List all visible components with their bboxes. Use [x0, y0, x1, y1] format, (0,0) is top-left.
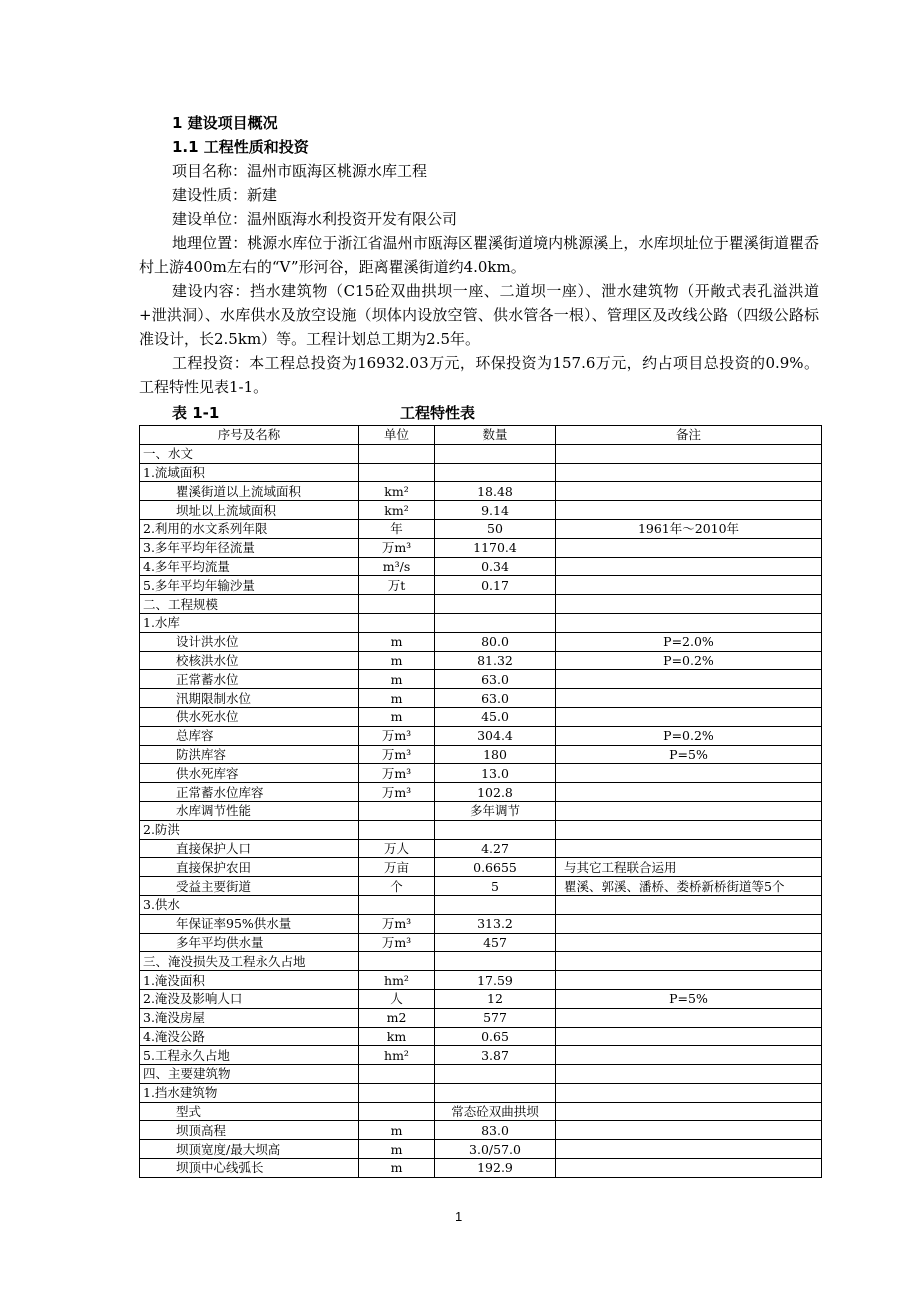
cell-unit: m — [359, 651, 435, 670]
cell-name: 汛期限制水位 — [140, 689, 359, 708]
cell-unit: 万t — [359, 576, 435, 595]
cell-name: 防洪库容 — [140, 745, 359, 764]
cell-note — [556, 595, 822, 614]
cell-unit: m — [359, 707, 435, 726]
cell-name: 供水死水位 — [140, 707, 359, 726]
cell-name: 年保证率95%供水量 — [140, 914, 359, 933]
cell-qty: 304.4 — [435, 726, 556, 745]
cell-note — [556, 820, 822, 839]
cell-unit: hm² — [359, 1046, 435, 1065]
cell-qty: 17.59 — [435, 971, 556, 990]
cell-unit: 万m³ — [359, 745, 435, 764]
cell-name: 2.防洪 — [140, 820, 359, 839]
cell-note — [556, 914, 822, 933]
cell-name: 坝顶中心线弧长 — [140, 1159, 359, 1178]
cell-name: 一、水文 — [140, 444, 359, 463]
table-row — [140, 1140, 822, 1159]
table-row — [140, 914, 822, 933]
table-row — [140, 989, 822, 1008]
table-row — [140, 933, 822, 952]
cell-qty: 18.48 — [435, 482, 556, 501]
table-row — [140, 632, 822, 651]
cell-note: 1961年～2010年 — [556, 519, 822, 538]
cell-qty: 63.0 — [435, 689, 556, 708]
table-row — [140, 1083, 822, 1102]
cell-unit: hm² — [359, 971, 435, 990]
section-heading: 1 建设项目概况 — [172, 114, 278, 132]
cell-name: 二、工程规模 — [140, 595, 359, 614]
engineering-spec-table — [139, 425, 822, 1178]
cell-note: 与其它工程联合运用 — [556, 858, 822, 877]
paragraph-investment: 工程投资：本工程总投资为16932.03万元，环保投资为157.6万元，约占项目总投资的0.9%。工程特性见表1-1。 — [139, 354, 819, 396]
paragraph-project-name: 项目名称：温州市瓯海区桃源水库工程 — [172, 162, 428, 180]
cell-qty: 5 — [435, 877, 556, 896]
cell-qty — [435, 820, 556, 839]
cell-name: 水库调节性能 — [140, 801, 359, 820]
cell-qty: 多年调节 — [435, 801, 556, 820]
cell-qty: 9.14 — [435, 501, 556, 520]
cell-qty: 0.34 — [435, 557, 556, 576]
cell-unit: 万m³ — [359, 783, 435, 802]
cell-qty: 180 — [435, 745, 556, 764]
cell-qty — [435, 952, 556, 971]
cell-unit: 万m³ — [359, 933, 435, 952]
cell-name: 2.利用的水文系列年限 — [140, 519, 359, 538]
table-row — [140, 670, 822, 689]
cell-name: 3.供水 — [140, 895, 359, 914]
cell-qty: 457 — [435, 933, 556, 952]
cell-unit — [359, 1065, 435, 1084]
table-row — [140, 764, 822, 783]
cell-name: 5.多年平均年输沙量 — [140, 576, 359, 595]
cell-unit: m — [359, 689, 435, 708]
table-row — [140, 538, 822, 557]
paragraph-content: 建设内容：挡水建筑物（C15砼双曲拱坝一座、二道坝一座）、泄水建筑物（开敞式表孔溢洪道+泄洪洞）、水库供水及放空设施（坝体内设放空管、供水管各一根）、管理区及改线公路（四级公路标准设计，长2.5km）等。工程计划总工期为2.5年。 — [139, 282, 819, 348]
cell-name: 1.挡水建筑物 — [140, 1083, 359, 1102]
cell-name: 设计洪水位 — [140, 632, 359, 651]
cell-note — [556, 689, 822, 708]
cell-unit: km — [359, 1027, 435, 1046]
table-row — [140, 1008, 822, 1027]
cell-name: 4.淹没公路 — [140, 1027, 359, 1046]
cell-unit — [359, 595, 435, 614]
cell-note — [556, 482, 822, 501]
table-row — [140, 858, 822, 877]
cell-name: 供水死库容 — [140, 764, 359, 783]
cell-name: 3.淹没房屋 — [140, 1008, 359, 1027]
cell-qty: 63.0 — [435, 670, 556, 689]
cell-name: 4.多年平均流量 — [140, 557, 359, 576]
table-row — [140, 801, 822, 820]
cell-unit: 年 — [359, 519, 435, 538]
table-row — [140, 820, 822, 839]
cell-note — [556, 1027, 822, 1046]
table-row — [140, 1121, 822, 1140]
cell-qty — [435, 613, 556, 632]
table-row — [140, 745, 822, 764]
cell-name: 四、主要建筑物 — [140, 1065, 359, 1084]
cell-qty: 0.6655 — [435, 858, 556, 877]
table-row — [140, 839, 822, 858]
cell-name: 正常蓄水位库容 — [140, 783, 359, 802]
cell-name: 坝顶宽度/最大坝高 — [140, 1140, 359, 1159]
cell-note — [556, 1140, 822, 1159]
cell-note — [556, 1008, 822, 1027]
cell-name: 校核洪水位 — [140, 651, 359, 670]
cell-unit: 个 — [359, 877, 435, 896]
cell-name: 1.流域面积 — [140, 463, 359, 482]
table-row — [140, 557, 822, 576]
cell-unit: m — [359, 1140, 435, 1159]
cell-unit: m2 — [359, 1008, 435, 1027]
cell-qty: 3.87 — [435, 1046, 556, 1065]
cell-note — [556, 1121, 822, 1140]
cell-note — [556, 952, 822, 971]
table-caption — [172, 402, 812, 423]
table-row — [140, 952, 822, 971]
table-row — [140, 1046, 822, 1065]
cell-qty: 0.17 — [435, 576, 556, 595]
cell-note — [556, 933, 822, 952]
cell-unit — [359, 1102, 435, 1121]
cell-name: 多年平均供水量 — [140, 933, 359, 952]
body-paragraphs — [139, 159, 819, 399]
cell-unit: 万m³ — [359, 726, 435, 745]
cell-note: P=0.2% — [556, 651, 822, 670]
cell-note: 瞿溪、郭溪、潘桥、娄桥新桥街道等5个 — [556, 877, 822, 896]
cell-note: P=0.2% — [556, 726, 822, 745]
cell-unit — [359, 801, 435, 820]
cell-note — [556, 1102, 822, 1121]
cell-note — [556, 538, 822, 557]
subsection-heading: 1.1 工程性质和投资 — [172, 138, 309, 156]
cell-name: 瞿溪街道以上流域面积 — [140, 482, 359, 501]
table-row — [140, 1027, 822, 1046]
cell-qty: 192.9 — [435, 1159, 556, 1178]
cell-unit: m³/s — [359, 557, 435, 576]
cell-note: P=5% — [556, 745, 822, 764]
cell-qty: 3.0/57.0 — [435, 1140, 556, 1159]
cell-note — [556, 1159, 822, 1178]
cell-note — [556, 444, 822, 463]
cell-unit — [359, 463, 435, 482]
cell-unit: m — [359, 670, 435, 689]
table-row — [140, 444, 822, 463]
cell-note — [556, 1046, 822, 1065]
cell-qty: 577 — [435, 1008, 556, 1027]
cell-qty — [435, 1083, 556, 1102]
cell-note — [556, 764, 822, 783]
paragraph-location: 地理位置：桃源水库位于浙江省温州市瓯海区瞿溪街道境内桃源溪上，水库坝址位于瞿溪街道瞿岙村上游400m左右的“V”形河谷，距离瞿溪街道约4.0km。 — [139, 234, 819, 276]
cell-note — [556, 670, 822, 689]
cell-qty: 102.8 — [435, 783, 556, 802]
cell-unit: 万亩 — [359, 858, 435, 877]
cell-note — [556, 895, 822, 914]
cell-qty: 0.65 — [435, 1027, 556, 1046]
table-title: 工程特性表 — [400, 404, 476, 422]
cell-unit: 万m³ — [359, 914, 435, 933]
cell-note: P=5% — [556, 989, 822, 1008]
cell-unit: 万人 — [359, 839, 435, 858]
cell-qty: 13.0 — [435, 764, 556, 783]
cell-unit: 人 — [359, 989, 435, 1008]
table-row — [140, 895, 822, 914]
cell-name: 3.多年平均年径流量 — [140, 538, 359, 557]
cell-unit — [359, 895, 435, 914]
header-unit: 单位 — [359, 426, 435, 445]
table-row — [140, 1159, 822, 1178]
table-row — [140, 1065, 822, 1084]
table-row — [140, 707, 822, 726]
cell-name: 直接保护人口 — [140, 839, 359, 858]
cell-note — [556, 707, 822, 726]
cell-name: 1.淹没面积 — [140, 971, 359, 990]
cell-qty: 45.0 — [435, 707, 556, 726]
cell-unit: km² — [359, 501, 435, 520]
table-row — [140, 877, 822, 896]
header-note: 备注 — [556, 426, 822, 445]
cell-name: 正常蓄水位 — [140, 670, 359, 689]
cell-unit — [359, 1083, 435, 1102]
cell-name: 1.水库 — [140, 613, 359, 632]
table-row — [140, 501, 822, 520]
cell-unit — [359, 613, 435, 632]
cell-qty — [435, 463, 556, 482]
header-name: 序号及名称 — [140, 426, 359, 445]
table-row — [140, 595, 822, 614]
cell-name: 总库容 — [140, 726, 359, 745]
cell-note — [556, 576, 822, 595]
cell-name: 坝址以上流域面积 — [140, 501, 359, 520]
cell-qty: 50 — [435, 519, 556, 538]
table-row — [140, 576, 822, 595]
cell-qty: 83.0 — [435, 1121, 556, 1140]
cell-qty: 4.27 — [435, 839, 556, 858]
cell-note — [556, 1083, 822, 1102]
cell-unit: m — [359, 1159, 435, 1178]
table-row — [140, 613, 822, 632]
cell-note — [556, 613, 822, 632]
table-row — [140, 689, 822, 708]
cell-qty: 12 — [435, 989, 556, 1008]
cell-qty: 313.2 — [435, 914, 556, 933]
cell-unit — [359, 952, 435, 971]
cell-note — [556, 501, 822, 520]
cell-name: 直接保护农田 — [140, 858, 359, 877]
cell-unit: 万m³ — [359, 538, 435, 557]
cell-name: 三、淹没损失及工程永久占地 — [140, 952, 359, 971]
cell-note: P=2.0% — [556, 632, 822, 651]
table-header-row — [140, 426, 822, 445]
cell-qty: 80.0 — [435, 632, 556, 651]
cell-note — [556, 971, 822, 990]
table-row — [140, 651, 822, 670]
cell-qty: 81.32 — [435, 651, 556, 670]
table-row — [140, 971, 822, 990]
cell-unit: m — [359, 632, 435, 651]
cell-unit: 万m³ — [359, 764, 435, 783]
header-qty: 数量 — [435, 426, 556, 445]
cell-qty — [435, 444, 556, 463]
cell-unit: km² — [359, 482, 435, 501]
cell-note — [556, 557, 822, 576]
cell-unit — [359, 820, 435, 839]
cell-name: 受益主要街道 — [140, 877, 359, 896]
table-row — [140, 783, 822, 802]
table-body — [140, 444, 822, 1177]
cell-qty — [435, 1065, 556, 1084]
page-number: 1 — [455, 1209, 463, 1224]
cell-unit: m — [359, 1121, 435, 1140]
table-number: 表 1-1 — [172, 404, 220, 422]
cell-note — [556, 801, 822, 820]
cell-note — [556, 783, 822, 802]
cell-qty — [435, 595, 556, 614]
cell-qty: 1170.4 — [435, 538, 556, 557]
paragraph-builder: 建设单位：温州瓯海水利投资开发有限公司 — [172, 210, 458, 228]
table-row — [140, 1102, 822, 1121]
cell-name: 型式 — [140, 1102, 359, 1121]
table-row — [140, 726, 822, 745]
cell-name: 5.工程永久占地 — [140, 1046, 359, 1065]
cell-note — [556, 839, 822, 858]
cell-name: 坝顶高程 — [140, 1121, 359, 1140]
cell-qty — [435, 895, 556, 914]
paragraph-nature: 建设性质：新建 — [172, 186, 278, 204]
cell-note — [556, 463, 822, 482]
cell-name: 2.淹没及影响人口 — [140, 989, 359, 1008]
cell-unit — [359, 444, 435, 463]
cell-note — [556, 1065, 822, 1084]
cell-qty: 常态砼双曲拱坝 — [435, 1102, 556, 1121]
table-row — [140, 463, 822, 482]
table-row — [140, 519, 822, 538]
table-row — [140, 482, 822, 501]
